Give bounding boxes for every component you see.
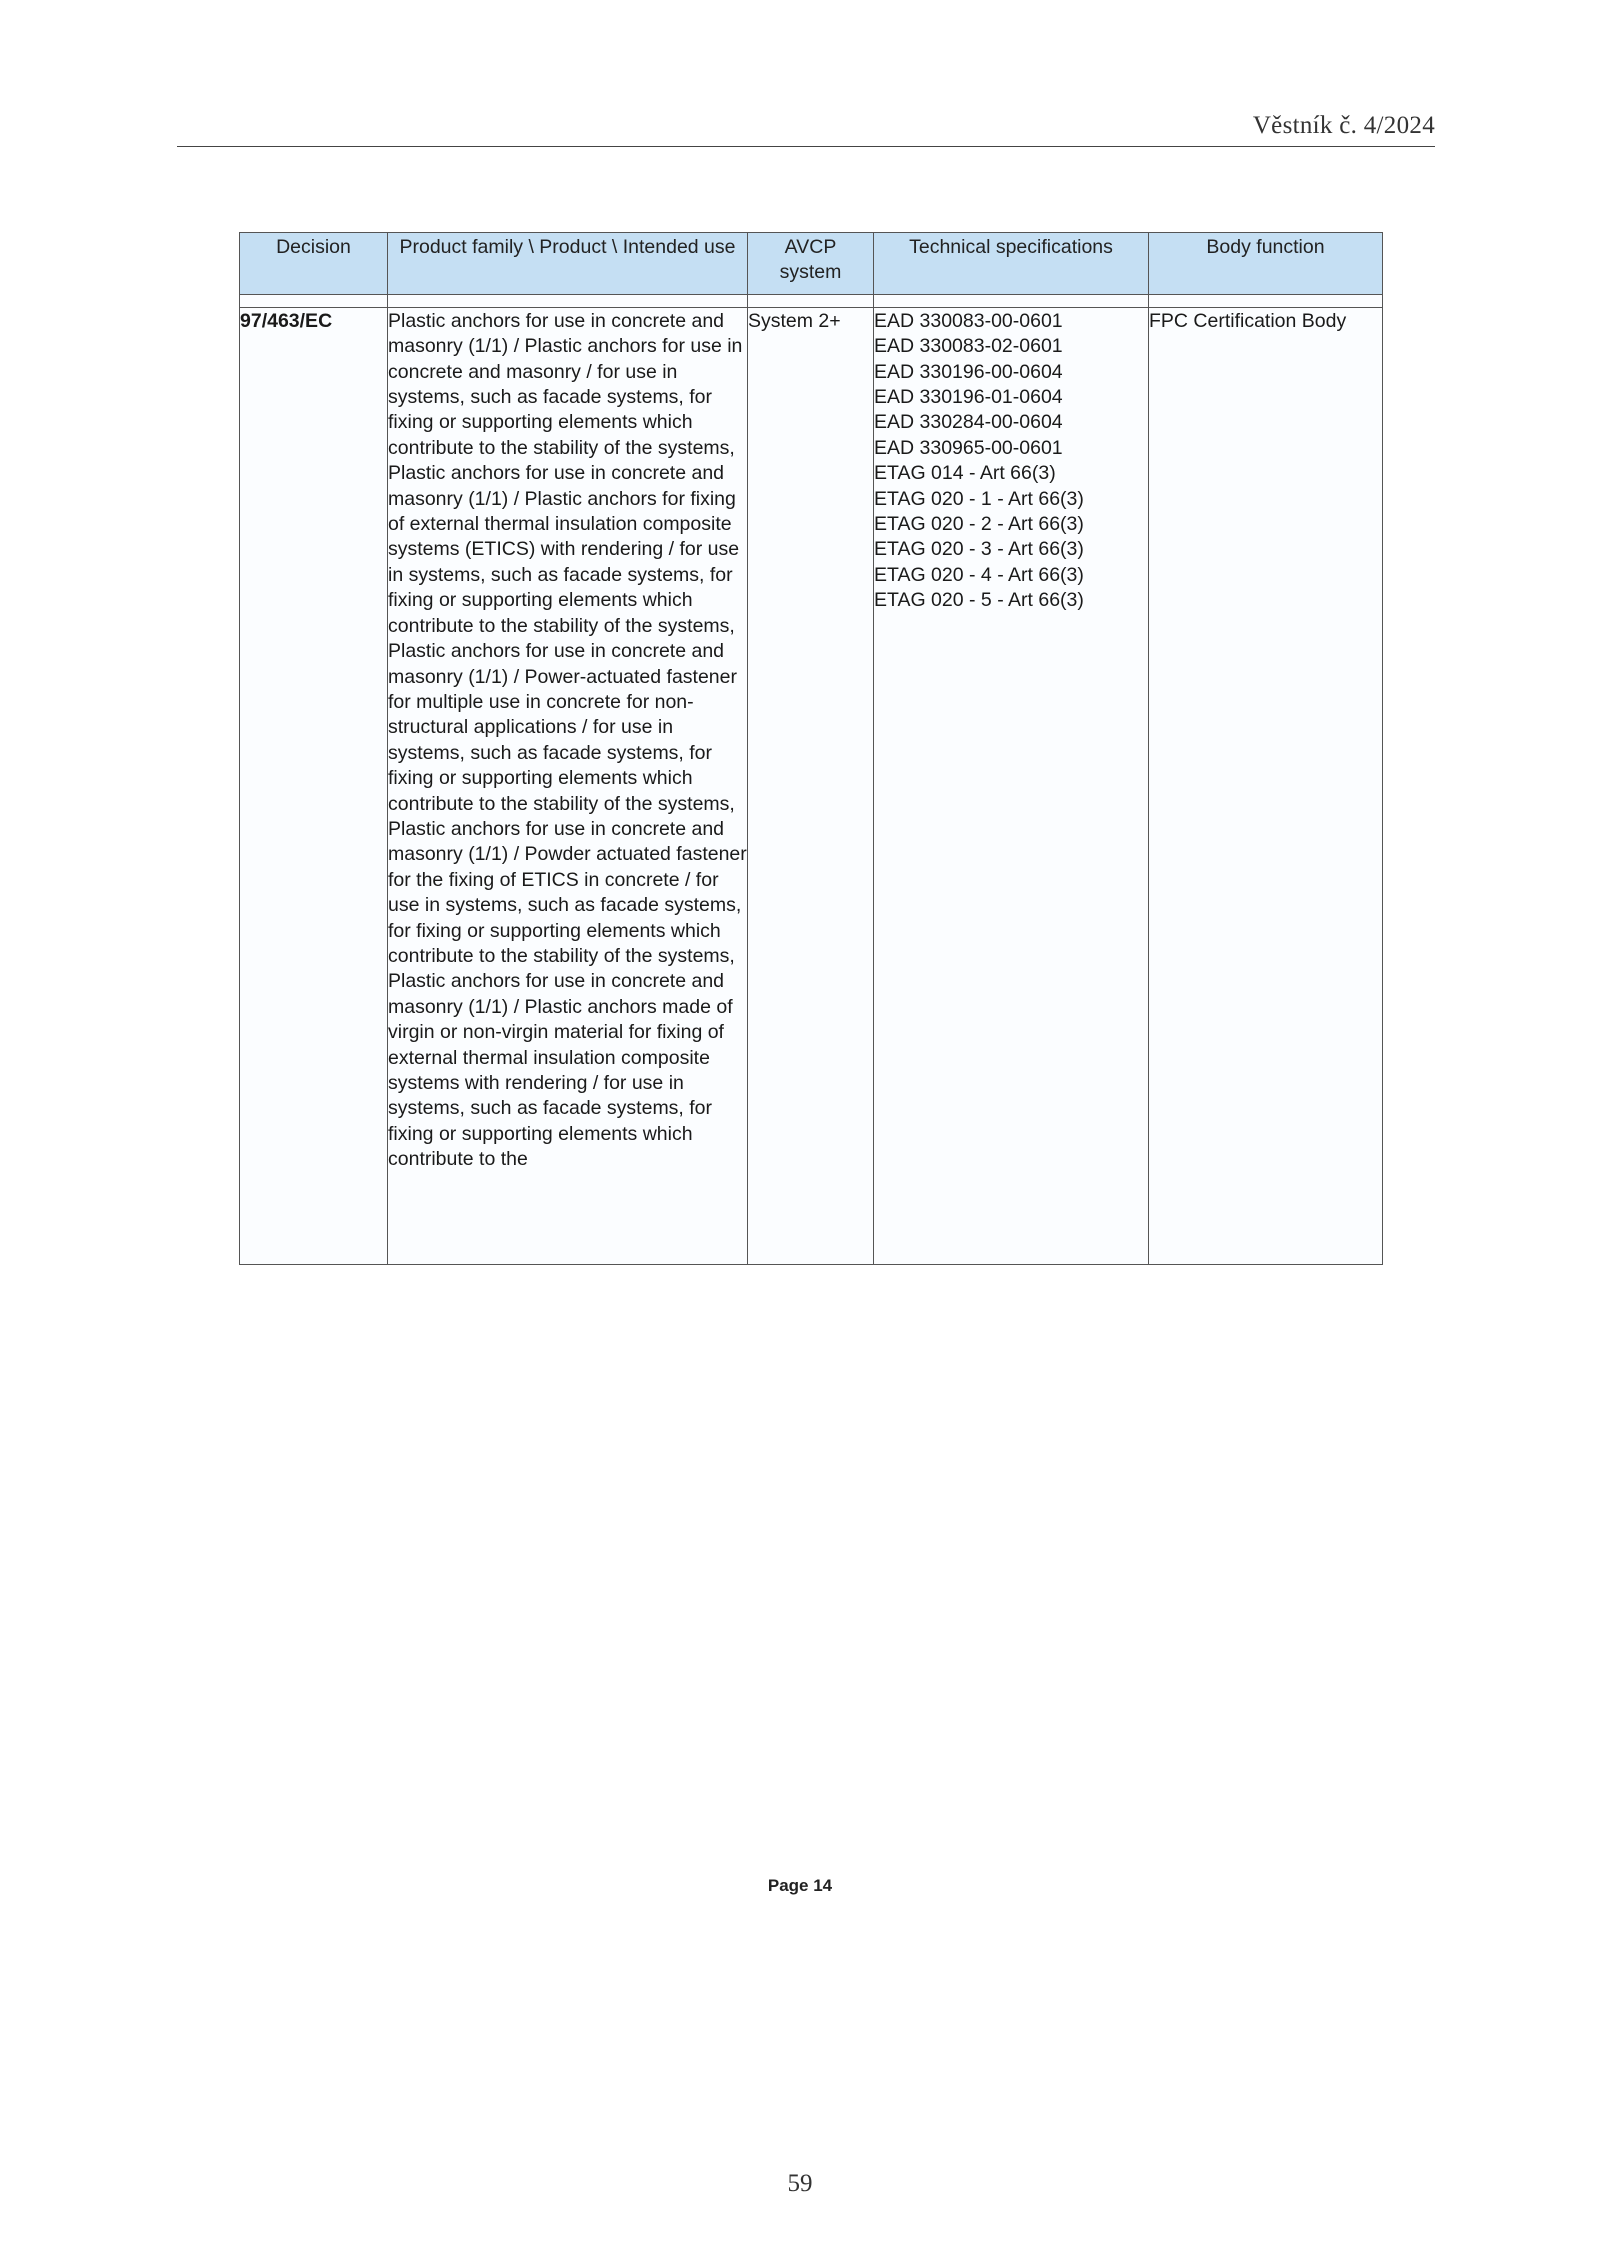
technical-specifications-list bbox=[874, 308, 1148, 614]
spec-item: EAD 330965-00-0601 bbox=[874, 436, 1063, 459]
decision-cell bbox=[240, 307, 388, 1264]
spec-item: EAD 330196-01-0604 bbox=[874, 386, 1063, 409]
body-function-cell bbox=[1149, 307, 1383, 1264]
product-family-text: Plastic anchors for use in concrete and masonry (1/1) / Plastic anchors for use in concrete and masonry / for use in systems, such as facade systems, for fixing or supporting elements which contribute to the stability of the systems, Plastic anchors for use in concrete and masonry (1/1) / Plastic anchors for fixing of external thermal insulation composite systems (ETICS) with rendering / for use in systems, such as facade systems, for fixing or supporting elements which contribute to the stability of the systems, Plastic anchors for use in concrete and masonry (1/1) / Power-actuated fastener for multiple use in concrete for non-structural applications / for use in systems, such as facade systems, for fixing or supporting elements which contribute to the stability of the systems, Plastic anchors for use in concrete and masonry (1/1) / Powder actuated fastener for the fixing of ETICS in concrete / for use in systems, such as facade systems, for fixing or supporting elements which contribute to the stability of the systems, Plastic anchors for use in concrete and masonry (1/1) / Plastic anchors made of virgin or non-virgin material for fixing of external thermal insulation composite systems with rendering / for use in systems, such as facade systems, for fixing or supporting elements which contribute to the bbox=[388, 309, 747, 1171]
avcp-system-cell bbox=[748, 307, 874, 1264]
body-function-value: FPC Certification Body bbox=[1149, 309, 1347, 332]
column-header-body-function: Body function bbox=[1149, 233, 1383, 295]
spec-item: EAD 330083-02-0601 bbox=[874, 335, 1063, 358]
table-row bbox=[240, 307, 1383, 1264]
spec-item: ETAG 020 - 2 - Art 66(3) bbox=[874, 513, 1084, 536]
avcp-system-value: System 2+ bbox=[748, 309, 841, 332]
spec-item: ETAG 020 - 1 - Art 66(3) bbox=[874, 487, 1084, 510]
spec-item: EAD 330083-00-0601 bbox=[874, 309, 1063, 332]
header-gap-row bbox=[240, 294, 1383, 307]
column-header-decision: Decision bbox=[240, 233, 388, 295]
decision-value: 97/463/EC bbox=[240, 309, 333, 332]
spec-item: ETAG 014 - Art 66(3) bbox=[874, 462, 1056, 485]
spec-item: EAD 330196-00-0604 bbox=[874, 360, 1063, 383]
header-rule bbox=[177, 146, 1435, 147]
table-header-row bbox=[240, 233, 1383, 295]
column-header-product-family: Product family \ Product \ Intended use bbox=[388, 233, 748, 295]
spec-item: EAD 330284-00-0604 bbox=[874, 411, 1063, 434]
product-family-cell bbox=[388, 307, 748, 1264]
spec-item: ETAG 020 - 4 - Art 66(3) bbox=[874, 563, 1084, 586]
technical-specifications-cell bbox=[874, 307, 1149, 1264]
spec-item: ETAG 020 - 3 - Art 66(3) bbox=[874, 538, 1084, 561]
page-number: 59 bbox=[787, 2170, 813, 2197]
decisions-table bbox=[239, 232, 1383, 1265]
spec-item: ETAG 020 - 5 - Art 66(3) bbox=[874, 589, 1084, 612]
column-header-technical-specifications: Technical specifications bbox=[874, 233, 1149, 295]
inner-page-label: Page 14 bbox=[767, 1876, 833, 1895]
running-header-title: Věstník č. 4/2024 bbox=[1252, 112, 1435, 139]
column-header-avcp-system: AVCP system bbox=[748, 233, 874, 295]
